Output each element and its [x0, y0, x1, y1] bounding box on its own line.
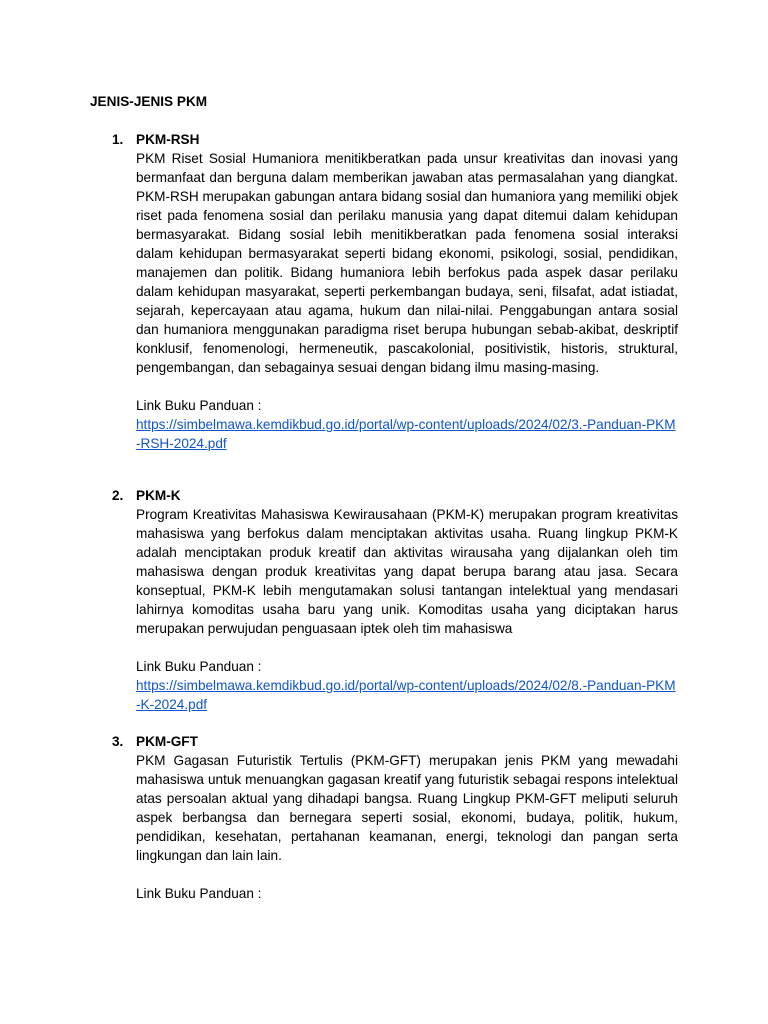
- section-paragraph: PKM Riset Sosial Humaniora menitikberatkan pada unsur kreativitas dan inovasi yang bermanfaat dan berguna dalam memberikan jawaban atas permasalahan yang diangkat. PKM-RSH merupakan gabungan antara bidang sosial dan humaniora yang memiliki objek riset pada fenomena sosial dan perilaku manusia yang dapat ditemui dalam kehidupan bermasyarakat. Bidang sosial lebih menitikberatkan pada fenomena sosial interaksi dalam kehidupan bermasyarakat seperti bidang ekonomi, psikologi, sosial, pendidikan, manajemen dan politik. Bidang humaniora lebih berfokus pada aspek dasar perilaku dalam kehidupan masyarakat, seperti perkembangan budaya, seni, filsafat, adat istiadat, sejarah, kepercayaan atau agama, hukum dan nilai-nilai. Penggabungan antara sosial dan humaniora menggunakan paradigma riset berupa hubungan sebab-akibat, deskriptif konklusif, fenomenologi, hermeneutik, pascakolonial, positivistik, historis, struktural, pengembangan, dan sebagainya sesuai dengan bidang ilmu masing-masing.: [136, 151, 678, 375]
- section-body: [136, 505, 678, 714]
- section-heading: [90, 130, 678, 149]
- guide-link[interactable]: https://simbelmawa.kemdikbud.go.id/portal/wp-content/uploads/2024/02/3.-Panduan-PKM-RSH-2024.pdf: [136, 417, 676, 451]
- section-title: PKM-K: [136, 488, 181, 503]
- link-label: Link Buku Panduan :: [136, 659, 262, 674]
- section-pkm-gft: [90, 732, 678, 903]
- section-heading: [90, 732, 678, 751]
- link-label: Link Buku Panduan :: [136, 398, 262, 413]
- section-paragraph: PKM Gagasan Futuristik Tertulis (PKM-GFT) merupakan jenis PKM yang mewadahi mahasiswa untuk menuangkan gagasan kreatif yang futuristik sebagai respons intelektual atas persoalan aktual yang dihadapi bangsa. Ruang Lingkup PKM-GFT meliputi seluruh aspek berbangsa dan bernegara seperti sosial, ekonomi, budaya, politik, hukum, pendidikan, kesehatan, pertahanan keamanan, energi, teknologi dan pangan serta lingkungan dan lain lain.: [136, 753, 678, 863]
- section-body: [136, 751, 678, 903]
- section-pkm-rsh: [90, 130, 678, 453]
- section-pkm-k: [90, 486, 678, 714]
- link-label: Link Buku Panduan :: [136, 886, 262, 901]
- list-number: 1.: [112, 132, 124, 147]
- section-body: [136, 149, 678, 453]
- list-number: 3.: [112, 734, 124, 749]
- document-title: JENIS-JENIS PKM: [90, 94, 208, 109]
- section-heading: [90, 486, 678, 505]
- section-title: PKM-GFT: [136, 734, 198, 749]
- guide-link[interactable]: https://simbelmawa.kemdikbud.go.id/portal/wp-content/uploads/2024/02/8.-Panduan-PKM-K-2024.pdf: [136, 678, 676, 712]
- list-number: 2.: [112, 488, 124, 503]
- section-paragraph: Program Kreativitas Mahasiswa Kewirausahaan (PKM-K) merupakan program kreativitas mahasiswa yang berfokus dalam menciptakan aktivitas usaha. Ruang lingkup PKM-K adalah menciptakan produk kreatif dan aktivitas wirausaha yang dijalankan oleh tim mahasiswa dengan produk kreativitas yang dapat berupa barang atau jasa. Secara konseptual, PKM-K lebih mengutamakan solusi tantangan intelektual yang mendasari lahirnya komoditas usaha baru yang unik. Komoditas usaha yang diciptakan harus merupakan perwujudan penguasaan iptek oleh tim mahasiswa: [136, 507, 678, 636]
- section-title: PKM-RSH: [136, 132, 200, 147]
